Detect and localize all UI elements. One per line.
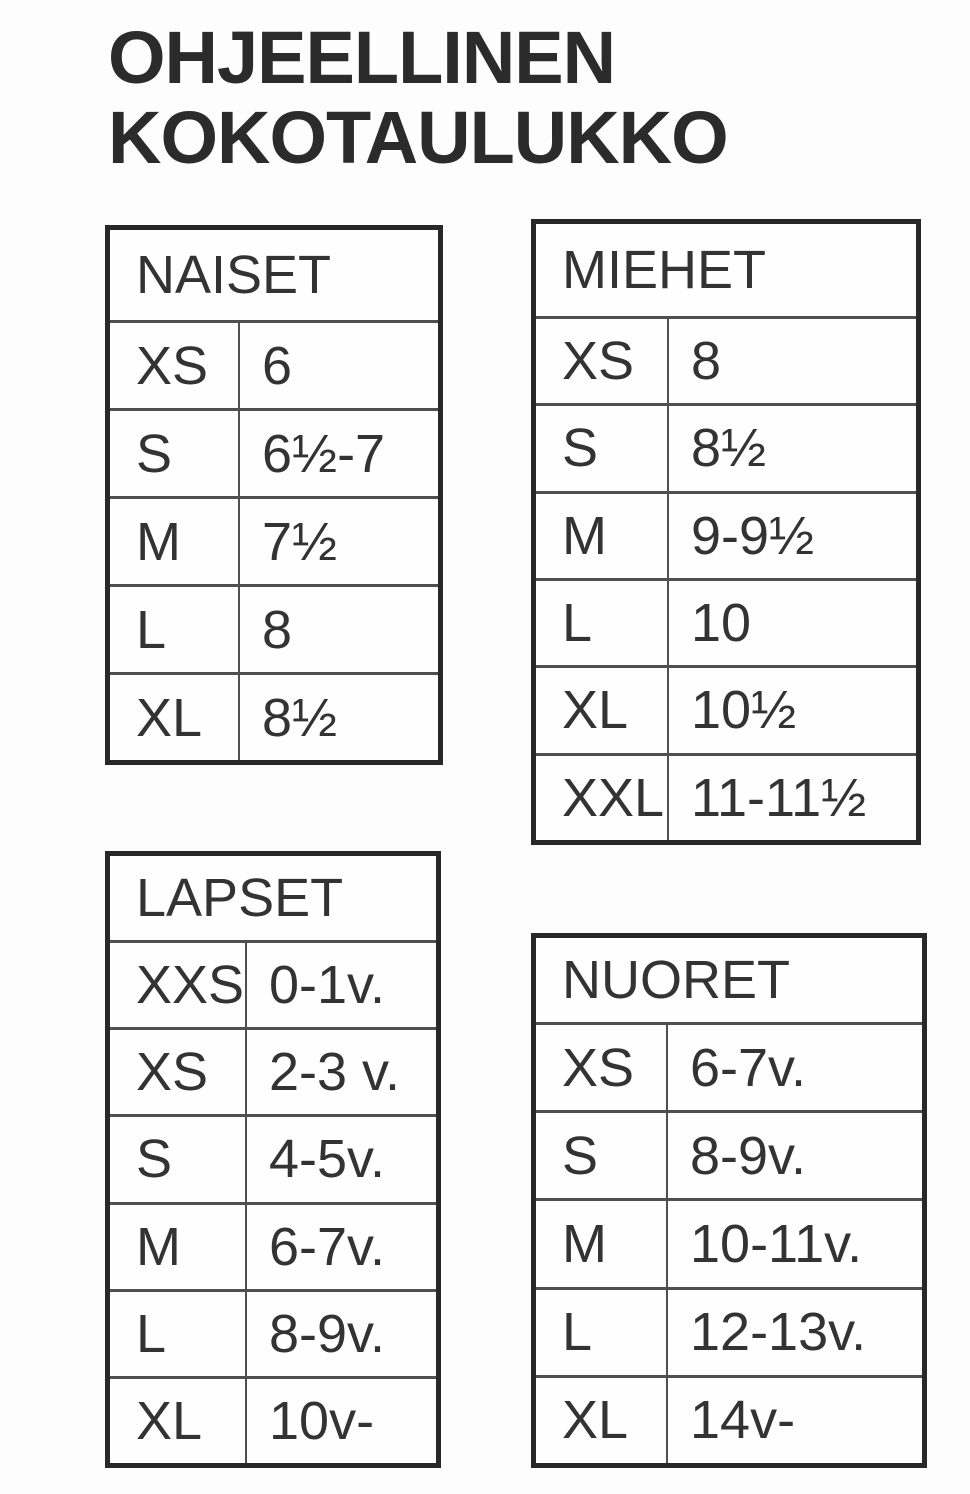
table-row [110, 411, 438, 499]
table-row [536, 406, 916, 493]
table-row [536, 319, 916, 406]
table-row [110, 1379, 436, 1463]
size-cell: M [110, 1205, 247, 1289]
size-cell: XL [110, 675, 240, 760]
page-title-line2: KOKOTAULUKKO [108, 96, 728, 179]
table-row [536, 581, 916, 668]
value-cell: 8-9v. [269, 1303, 386, 1364]
size-cell: S [536, 406, 669, 490]
value-cell: 6-7v. [269, 1216, 386, 1277]
value-cell: 12-13v. [690, 1302, 867, 1363]
table-row [536, 756, 916, 840]
table-row [110, 587, 438, 675]
table-row [536, 1378, 922, 1463]
table-row [110, 1030, 436, 1117]
table-row [110, 1292, 436, 1379]
women-size-table [105, 225, 443, 765]
size-cell: XL [110, 1379, 247, 1463]
size-cell: XXS [110, 943, 247, 1027]
table-header: LAPSET [110, 856, 436, 943]
value-cell: 6½-7 [262, 423, 386, 484]
value-cell: 11-11½ [691, 767, 867, 828]
table-row [536, 494, 916, 581]
value-cell: 8 [262, 599, 293, 660]
table-row [110, 675, 438, 760]
size-cell: L [110, 1292, 247, 1376]
table-header: NAISET [110, 230, 438, 323]
page-title-line1: OHJEELLINEN [108, 16, 616, 99]
size-cell: M [536, 1201, 668, 1286]
value-cell: 10 [691, 593, 752, 654]
size-cell: L [536, 581, 669, 665]
size-cell: XL [536, 1378, 668, 1463]
value-cell: 2-3 v. [269, 1042, 401, 1103]
size-cell: XXL [536, 756, 669, 840]
size-cell: M [110, 499, 240, 584]
table-row [110, 1205, 436, 1292]
value-cell: 10v- [269, 1390, 375, 1451]
value-cell: 10½ [691, 680, 797, 741]
value-cell: 6 [262, 335, 293, 396]
size-cell: XS [536, 1025, 668, 1110]
value-cell: 8½ [262, 687, 338, 748]
size-cell: S [110, 1117, 247, 1201]
size-cell: L [110, 587, 240, 672]
table-row [536, 1290, 922, 1378]
table-row [110, 1117, 436, 1204]
page-title [108, 18, 728, 178]
value-cell: 8-9v. [690, 1125, 807, 1186]
value-cell: 0-1v. [269, 955, 386, 1016]
size-cell: S [110, 411, 240, 496]
size-cell: M [536, 494, 669, 578]
value-cell: 7½ [262, 511, 338, 572]
table-row [536, 1025, 922, 1113]
table-row [536, 1201, 922, 1289]
value-cell: 8½ [691, 418, 767, 479]
value-cell: 4-5v. [269, 1129, 386, 1190]
size-cell: XS [536, 319, 669, 403]
size-cell: XS [110, 323, 240, 408]
table-row [536, 1113, 922, 1201]
table-header: NUORET [536, 938, 922, 1025]
table-row [536, 668, 916, 755]
youth-size-table [531, 933, 927, 1468]
value-cell: 8 [691, 331, 722, 392]
men-size-table [531, 219, 921, 845]
size-cell: XL [536, 668, 669, 752]
children-size-table [105, 851, 441, 1468]
table-row [110, 499, 438, 587]
table-header: MIEHET [536, 224, 916, 319]
value-cell: 6-7v. [690, 1037, 807, 1098]
value-cell: 14v- [690, 1390, 796, 1451]
table-row [110, 323, 438, 411]
value-cell: 10-11v. [690, 1214, 863, 1274]
table-row [110, 943, 436, 1030]
size-cell: L [536, 1290, 668, 1375]
size-cell: XS [110, 1030, 247, 1114]
value-cell: 9-9½ [691, 505, 815, 566]
size-cell: S [536, 1113, 668, 1198]
